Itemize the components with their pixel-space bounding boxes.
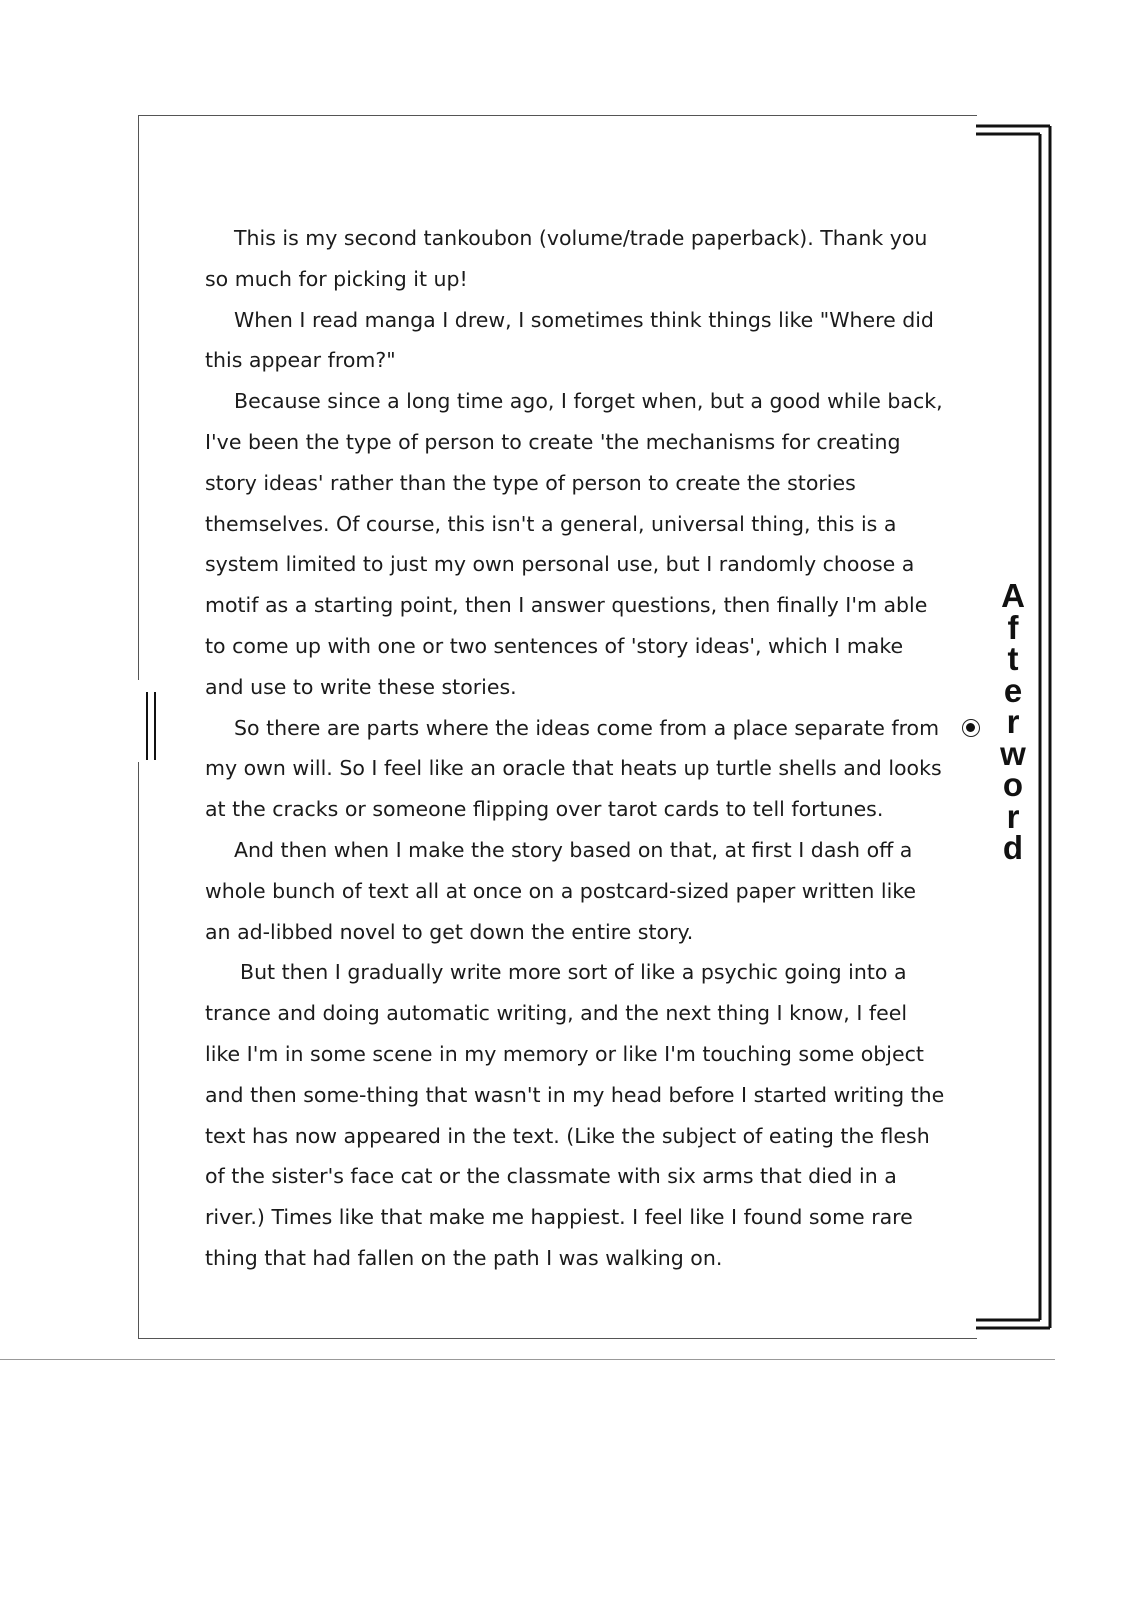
title-letter: r xyxy=(1006,797,1020,835)
frame-gap xyxy=(134,680,142,762)
paragraph: And then when I make the story based on that, at first I dash off a whole bunch of text all at once on a postcard-sized paper written like an ad-libbed novel to get down the entire story. xyxy=(205,837,917,944)
paragraph: So there are parts where the ideas come from a place separate from my own will. So I feel like an oracle that heats up turtle shells and looks at the cracks or someone flipping over tarot cards to tell fortunes. xyxy=(205,715,942,822)
afterword-body xyxy=(205,218,945,1279)
title-letter: r xyxy=(1006,703,1020,740)
title-letter: o xyxy=(1002,766,1024,803)
title-letter: A xyxy=(1001,577,1025,614)
left-double-bar xyxy=(146,692,156,760)
afterword-title xyxy=(988,577,1038,866)
paragraph: When I read manga I drew, I sometimes think things like "Where did this appear from?" xyxy=(205,307,934,373)
paragraph: But then I gradually write more sort of like a psychic going into a trance and doing automatic writing, and the next thing I know, I feel like I'm in some scene in my memory or like I'm touching some object and then some-thing that wasn't in my head before I started writing the text has now appeared in the text. (Like the subject of eating the flesh of the sister's face cat or the classmate with six arms that died in a river.) Times like that make me happiest. I feel like I found some rare thing that had fallen on the path I was walking on. xyxy=(205,960,945,1270)
title-letter: e xyxy=(1003,671,1023,709)
title-letter: t xyxy=(1007,640,1019,677)
bottom-rule xyxy=(0,1359,1055,1360)
title-letter: w xyxy=(1000,734,1026,772)
bullet-circle-icon xyxy=(962,719,980,737)
paragraph: Because since a long time ago, I forget when, but a good while back, I've been the type of person to create 'the mechanisms for creating story ideas' rather than the type of person to create the stories themselves. Of course, this isn't a general, universal thing, this is a system limited to just my own personal use, but I randomly choose a motif as a starting point, then I answer questions, then finally I'm able to come up with one or two sentences of 'story ideas', which I make and use to write these stories. xyxy=(205,389,943,699)
title-letter: f xyxy=(1007,608,1019,646)
title-letter: d xyxy=(1002,829,1024,866)
paragraph: This is my second tankoubon (volume/trade paperback). Thank you so much for picking it up! xyxy=(205,226,928,291)
